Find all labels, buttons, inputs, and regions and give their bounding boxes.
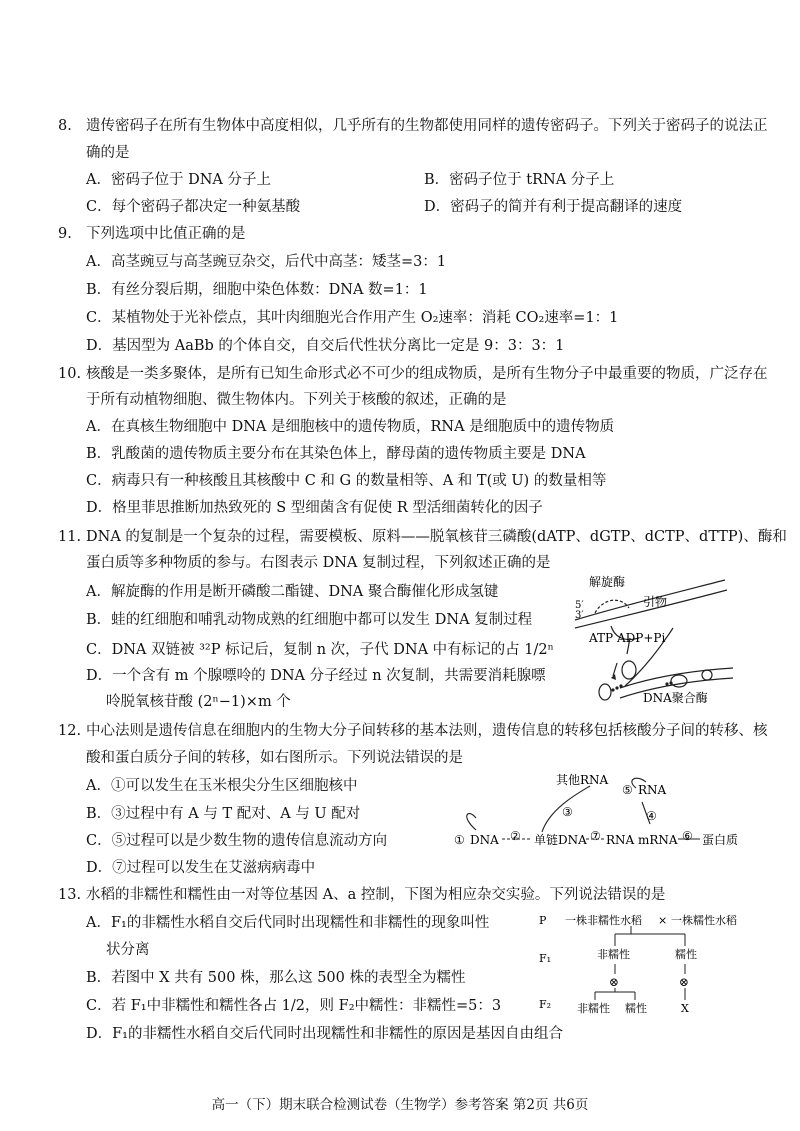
question-number: 8. (58, 118, 72, 134)
question-stem: 中心法则是遗传信息在细胞内的生物大分子间转移的基本法则，遗传信息的转移包括核酸分子间的转移、核 (86, 723, 768, 739)
central-dogma-figure (450, 772, 740, 852)
option-a: A．①可以发生在玉米根尖分生区细胞核中 (86, 778, 358, 794)
option-d: D．F₁的非糯性水稻自交后代同时出现糯性和非糯性的原因是基因自由组合 (86, 1026, 563, 1042)
option-d: D．格里菲思推断加热致死的 S 型细菌含有促使 R 型活细菌转化的因子 (86, 500, 543, 516)
question-stem: DNA 的复制是一个复杂的过程，需要模板、原料——脱氧核苷三磷酸(dATP、dGTP、dCTP、dTTP)、酶和 (86, 529, 787, 545)
option-b: B．蛙的红细胞和哺乳动物成熟的红细胞中都可以发生 DNA 复制过程 (86, 612, 533, 628)
atp-label: ATP (589, 631, 614, 645)
three-prime-label: 3′ (575, 610, 584, 621)
x-label: X (681, 1002, 689, 1015)
option-d: D．⑦过程可以发生在艾滋病病毒中 (86, 860, 316, 876)
page-footer: 高一（下）期末联合检测试卷（生物学）参考答案 第2页 共6页 (211, 1097, 589, 1113)
option-a: A．在真核生物细胞中 DNA 是细胞核中的遗传物质，RNA 是细胞质中的遗传物质 (86, 419, 615, 435)
circle-7: ⑦ (590, 829, 601, 843)
mrna-label: mRNA (638, 833, 678, 847)
option-a: A．高茎豌豆与高茎豌豆杂交，后代中高茎：矮茎=3：1 (86, 254, 447, 270)
option-d: D．基因型为 AaBb 的个体自交，自交后代性状分离比一定是 9：3：3：1 (86, 338, 565, 354)
option-a: A．密码子位于 DNA 分子上 (86, 172, 271, 188)
option-c: C．每个密码子都决定一种氨基酸 (86, 199, 301, 215)
ssdna-label: 单链DNA (534, 833, 587, 847)
option-b: B．③过程中有 A 与 T 配对、A 与 U 配对 (86, 806, 361, 822)
question-stem: 蛋白质等多种物质的参与。右图表示 DNA 复制过程，下列叙述正确的是 (86, 555, 551, 571)
question-number: 10. (58, 366, 82, 382)
option-a: A．F₁的非糯性水稻自交后代同时出现糯性和非糯性的现象叫性 (86, 915, 490, 931)
p-label: P (539, 914, 547, 927)
primer-label: 引物 (643, 595, 668, 609)
question-stem: 水稻的非糯性和糯性由一对等位基因 A、a 控制，下图为相应杂交实验。下列说法错误的是 (86, 887, 666, 903)
option-a-cont: 状分离 (106, 942, 150, 958)
option-c: C．若 F₁中非糯性和糯性各占 1/2，则 F₂中糯性：非糯性=5：3 (86, 998, 502, 1014)
cross-symbol: × (658, 914, 668, 927)
option-b: B．有丝分裂后期，细胞中染色体数：DNA 数=1：1 (86, 282, 428, 298)
question-stem: 核酸是一类多聚体，是所有已知生命形式必不可少的组成物质，是所有生物分子中最重要的物质，广泛存在 (86, 366, 768, 382)
polymerase-label: DNA聚合酶 (643, 691, 708, 705)
circle-1: ① (454, 833, 465, 847)
rna2-label: RNA (606, 833, 635, 847)
question-stem: 确的是 (86, 145, 130, 161)
option-c: C．⑤过程可以是少数生物的遗传信息流动方向 (86, 833, 388, 849)
circle-3: ③ (562, 805, 573, 819)
option-d: D．密码子的简并有利于提高翻译的速度 (424, 199, 683, 215)
dna-label: DNA (470, 833, 499, 847)
parent1-label: 一株非糯性水稻 (565, 914, 642, 927)
question-stem: 下列选项中比值正确的是 (86, 226, 246, 242)
selfing-icon: ⊗ (609, 975, 620, 989)
f2-waxy: 糯性 (625, 1002, 647, 1015)
f2-nonwaxy: 非糯性 (577, 1002, 610, 1015)
dna-replication-figure (555, 568, 735, 713)
option-d-cont: 呤脱氧核苷酸 (2ⁿ−1)×m 个 (106, 694, 291, 710)
f1-nonwaxy: 非糯性 (597, 948, 630, 961)
rna-label: RNA (638, 783, 667, 797)
question-stem: 于所有动植物细胞、微生物体内。下列关于核酸的叙述，正确的是 (86, 392, 507, 408)
question-number: 12. (58, 723, 82, 739)
option-b: B．乳酸菌的遗传物质主要分布在其染色体上，酵母菌的遗传物质主要是 DNA (86, 446, 586, 462)
f1-waxy: 糯性 (675, 948, 697, 961)
f2-label: F₂ (539, 998, 552, 1011)
helicase-label: 解旋酶 (589, 575, 626, 589)
rice-cross-figure (535, 908, 775, 1018)
circle-6: ⑥ (682, 829, 693, 843)
option-b: B．若图中 X 共有 500 株，那么这 500 株的表型全为糯性 (86, 970, 466, 986)
question-stem: 遗传密码子在所有生物体中高度相似，几乎所有的生物都使用同样的遗传密码子。下列关于密码子的说法正 (86, 118, 768, 134)
f1-label: F₁ (539, 952, 552, 965)
circle-2: ② (510, 829, 521, 843)
option-b: B．密码子位于 tRNA 分子上 (424, 172, 615, 188)
question-number: 11. (58, 529, 82, 545)
option-d: D．一个含有 m 个腺嘌呤的 DNA 分子经过 n 次复制，共需要消耗腺嘌 (86, 668, 546, 684)
option-a: A．解旋酶的作用是断开磷酸二酯键、DNA 聚合酶催化形成氢键 (86, 584, 499, 600)
option-c: C．病毒只有一种核酸且其核酸中 C 和 G 的数量相等、A 和 T(或 U) 的数量相等 (86, 473, 607, 489)
question-number: 13. (58, 887, 82, 903)
option-c: C．某植物处于光补偿点，其叶肉细胞光合作用产生 O₂速率：消耗 CO₂速率=1：1 (86, 310, 619, 326)
parent2-label: 一株糯性水稻 (671, 914, 737, 927)
selfing-icon: ⊗ (679, 975, 690, 989)
question-number: 9. (58, 226, 72, 242)
other-rna-label: 其他RNA (556, 773, 609, 787)
circle-4: ④ (646, 809, 657, 823)
five-prime-label: 5′ (575, 600, 584, 611)
circle-5: ⑤ (622, 783, 633, 797)
question-stem: 酸和蛋白质分子间的转移，如右图所示。下列说法错误的是 (86, 750, 463, 766)
adp-label: ADP+Pi (617, 631, 666, 645)
option-c: C．DNA 双链被 ³²P 标记后，复制 n 次，子代 DNA 中有标记的占 1/2ⁿ (86, 642, 554, 658)
protein-label: 蛋白质 (702, 833, 739, 847)
